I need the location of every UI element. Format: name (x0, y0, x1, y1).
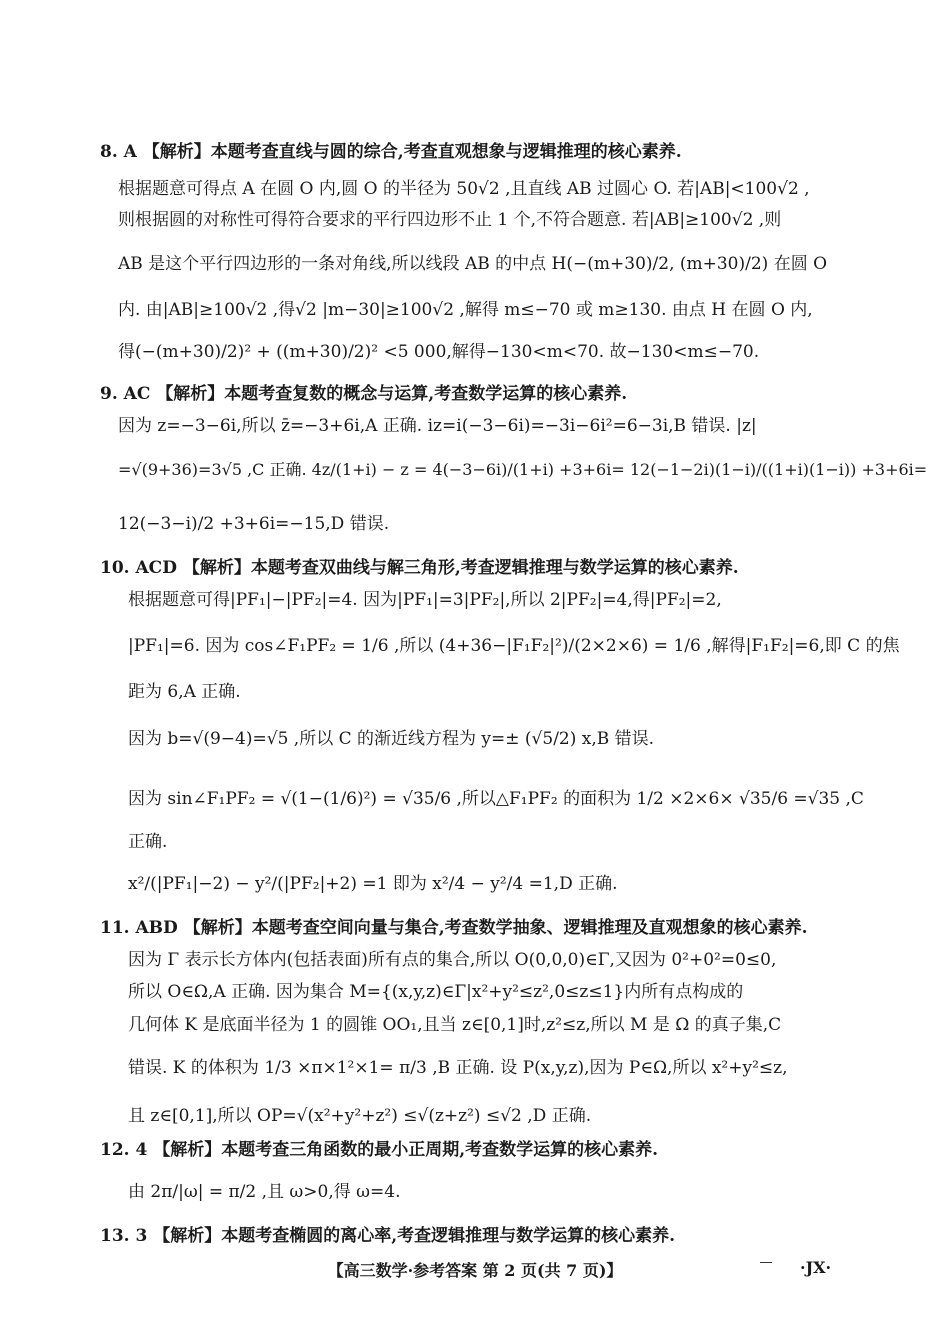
item-10-line-2: |PF₁|=6. 因为 cos∠F₁PF₂ = 1/6 ,所以 (4+36−|F₁F₂|²)/(2×2×6) = 1/6 ,解得|F₁F₂|=6,即 C 的焦 (128, 636, 900, 656)
item-12-heading: 12. 4 【解析】本题考查三角函数的最小正周期,考查数学运算的核心素养. (100, 1140, 659, 1160)
item-10-heading: 10. ACD 【解析】本题考查双曲线与解三角形,考查逻辑推理与数学运算的核心素养. (100, 558, 739, 578)
item-10-line-4: 因为 b=√(9−4)=√5 ,所以 C 的渐近线方程为 y=± (√5/2) x,B 错误. (128, 729, 655, 749)
item-8-heading: 8. A 【解析】本题考查直线与圆的综合,考查直观想象与逻辑推理的核心素养. (100, 142, 682, 162)
item-10-line-1: 根据题意可得|PF₁|−|PF₂|=4. 因为|PF₁|=3|PF₂|,所以 2|PF₂|=4,得|PF₂|=2, (128, 590, 722, 610)
item-8-line-1: 根据题意可得点 A 在圆 O 内,圆 O 的半径为 50√2 ,且直线 AB 过圆心 O. 若|AB|<100√2 , (118, 179, 810, 199)
item-8-line-2: 则根据圆的对称性可得符合要求的平行四边形不止 1 个,不符合题意. 若|AB|≥100√2 ,则 (118, 210, 782, 230)
item-11-line-1: 因为 Γ 表示长方体内(包括表面)所有点的集合,所以 O(0,0,0)∈Γ,又因为 0²+0²=0≤0, (128, 950, 777, 970)
item-12-line-1: 由 2π/|ω| = π/2 ,且 ω>0,得 ω=4. (128, 1182, 401, 1202)
item-13-heading: 13. 3 【解析】本题考查椭圆的离心率,考查逻辑推理与数学运算的核心素养. (100, 1226, 676, 1246)
footer-divider (760, 1262, 772, 1263)
item-11-line-2: 所以 O∈Ω,A 正确. 因为集合 M={(x,y,z)∈Γ|x²+y²≤z²,0≤z≤1}内所有点构成的 (128, 982, 744, 1002)
item-9-line-2: =√(9+36)=3√5 ,C 正确. 4z/(1+i) − z = 4(−3−6i)/(1+i) +3+6i= 12(−1−2i)(1−i)/((1+i)(1−i)) +3+6i= (118, 460, 928, 479)
item-11-line-5: 且 z∈[0,1],所以 OP=√(x²+y²+z²) ≤√(z+z²) ≤√2 ,D 正确. (128, 1106, 592, 1126)
item-11-heading: 11. ABD 【解析】本题考查空间向量与集合,考查数学抽象、逻辑推理及直观想象的核心素养. (100, 918, 808, 938)
item-9-line-1: 因为 z=−3−6i,所以 z̄=−3+6i,A 正确. iz=i(−3−6i)=−3i−6i²=6−3i,B 错误. |z| (118, 416, 757, 436)
item-8-line-3: AB 是这个平行四边形的一条对角线,所以线段 AB 的中点 H(−(m+30)/2, (m+30)/2) 在圆 O (118, 254, 828, 274)
item-10-line-6: 正确. (128, 832, 168, 852)
item-9-line-3: 12(−3−i)/2 +3+6i=−15,D 错误. (118, 514, 390, 534)
item-10-line-3: 距为 6,A 正确. (128, 682, 241, 702)
item-11-line-4: 错误. K 的体积为 1/3 ×π×1²×1= π/3 ,B 正确. 设 P(x,y,z),因为 P∈Ω,所以 x²+y²≤z, (128, 1058, 788, 1078)
item-8-line-4: 内. 由|AB|≥100√2 ,得√2 |m−30|≥100√2 ,解得 m≤−70 或 m≥130. 由点 H 在圆 O 内, (118, 300, 813, 320)
item-11-line-3: 几何体 K 是底面半径为 1 的圆锥 OO₁,且当 z∈[0,1]时,z²≤z,所以 M 是 Ω 的真子集,C (128, 1015, 782, 1035)
item-10-line-7: x²/(|PF₁|−2) − y²/(|PF₂|+2) =1 即为 x²/4 − y²/4 =1,D 正确. (128, 874, 618, 894)
page-footer: 【高三数学·参考答案 第 2 页(共 7 页)】 (327, 1261, 623, 1280)
footer-code: ·JX· (800, 1258, 832, 1277)
item-10-line-5: 因为 sin∠F₁PF₂ = √(1−(1/6)²) = √35/6 ,所以△F₁PF₂ 的面积为 1/2 ×2×6× √35/6 =√35 ,C (128, 789, 864, 809)
item-9-heading: 9. AC 【解析】本题考查复数的概念与运算,考查数学运算的核心素养. (100, 384, 628, 404)
item-8-line-5: 得(−(m+30)/2)² + ((m+30)/2)² <5 000,解得−130<m<70. 故−130<m≤−70. (118, 342, 760, 362)
